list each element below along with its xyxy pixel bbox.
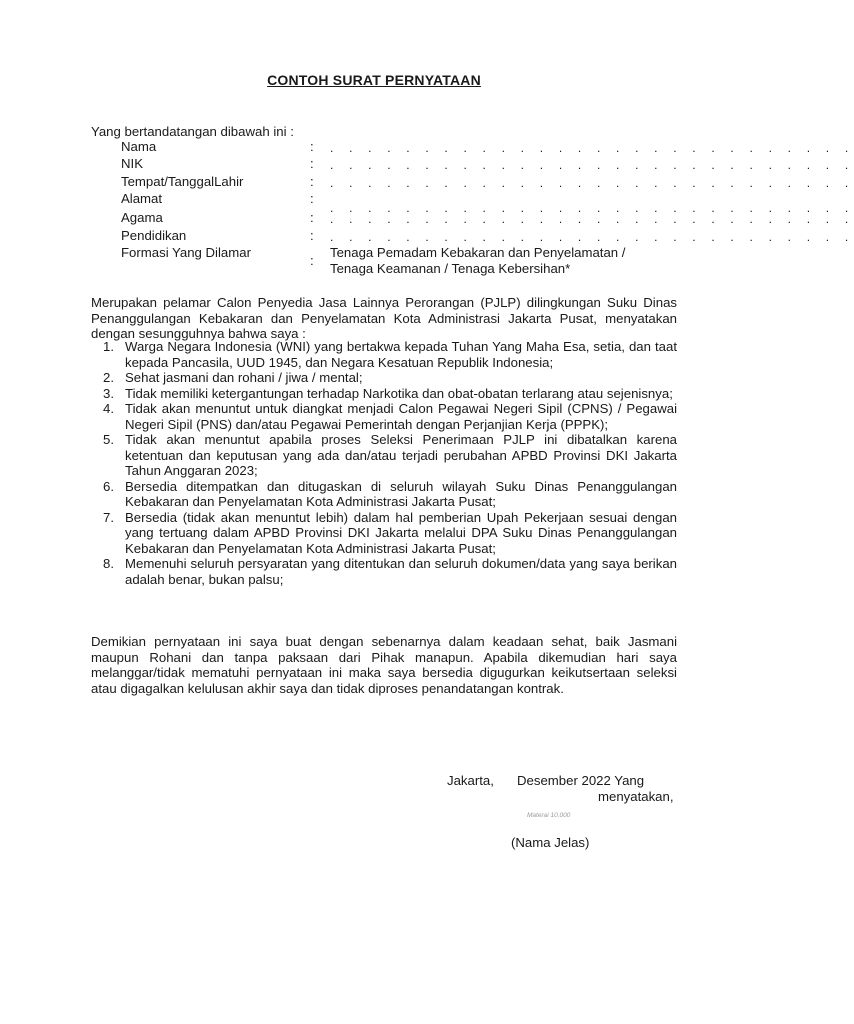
list-text: Tidak memiliki ketergantungan terhadap Narkotika dan obat-obatan terlarang atau sejenisnya; [125,385,673,401]
field-blank-dots: . . . . . . . . . . . . . . . . . . . . . . . . . . . . [330,141,854,155]
field-label: Formasi Yang Dilamar [121,245,251,260]
materai-stamp-note: Materai 10.000 [527,812,571,819]
field-blank-dots: . . . . . . . . . . . . . . . . . . . . . . . . . . . . [330,230,854,244]
list-number: 1. [103,339,114,354]
formasi-value [330,245,690,277]
field-row-agama [121,210,854,226]
list-number: 4. [103,401,114,416]
field-label: NIK [121,156,143,171]
field-colon: : [310,253,314,268]
list-text: Bersedia ditempatkan dan ditugaskan di seluruh wilayah Suku Dinas Penanggulangan Kebakaran dan Penyelamatan Kota Administrasi Jakarta Pusat; [125,478,677,509]
field-colon: : [310,210,314,225]
list-item [91,370,677,386]
list-item [91,556,677,587]
formasi-line-1: Tenaga Pemadam Kebakaran dan Penyelamatan / [330,245,626,260]
field-row-nik [121,156,854,172]
formasi-line-2: Tenaga Keamanan / Tenaga Kebersihan* [330,261,571,276]
list-number: 8. [103,556,114,571]
list-number: 2. [103,370,114,385]
list-text: Memenuhi seluruh persyaratan yang ditentukan dan seluruh dokumen/data yang saya berikan adalah benar, bukan palsu; [125,556,677,587]
signature-date: Desember 2022 Yang [517,773,645,788]
list-text: Tidak akan menuntut untuk diangkat menjadi Calon Pegawai Negeri Sipil (CPNS) / Pegawai Negeri Sipil (PNS) dan/atau Pegawai Pemerintah dengan Perjanjian Kerja (PPPK); [125,401,677,432]
field-label: Agama [121,210,163,225]
list-text: Sehat jasmani dan rohani / jiwa / mental; [125,370,363,385]
field-label: Alamat [121,191,163,206]
field-row-nama [121,139,854,155]
list-text: Tidak akan menuntut apabila proses Seleksi Penerimaan PJLP ini dibatalkan karena ketentuan dan keputusan yang ada dan/atau terjadi perubahan APBD Provinsi DKI Jakarta Tahun Anggaran 2023; [125,432,677,478]
closing-paragraph: Demikian pernyataan ini saya buat dengan sebenarnya dalam keadaan sehat, baik Jasmani maupun Rohani dan tanpa paksaan dari Pihak manapun. Apabila dikemudian hari saya melanggar/tidak mematuhi pernyataan ini maka saya bersedia digugurkan keikutsertaan seleksi atau digagalkan kelulusan akhir saya dan tidak diproses penandatangan kontrak. [91,634,677,696]
field-row-tempat-tanggal-lahir [121,174,854,190]
list-item [91,432,677,479]
field-row-alamat [121,191,854,215]
statement-list [91,339,677,587]
document-title: CONTOH SURAT PERNYATAAN [267,72,481,88]
signature-declare: menyatakan, [598,789,674,804]
list-text: Bersedia (tidak akan menuntut lebih) dalam hal pemberian Upah Pekerjaan sesuai dengan yang tertuang dalam APBD Provinsi DKI Jakarta melalui DPA Suku Dinas Penanggulangan Kebakaran dan Penyelamatan Kota Administrasi Jakarta Pusat; [125,509,677,556]
field-label: Pendidikan [121,228,187,243]
list-number: 3. [103,385,114,401]
list-item [91,339,677,370]
list-item [91,479,677,510]
field-blank-dots: . . . . . . . . . . . . . . . . . . . . . . . . . . . . [330,201,854,215]
field-blank-dots: . . . . . . . . . . . . . . . . . . . . . . . . . . . . [330,212,854,226]
field-colon: : [310,139,314,154]
list-item [91,510,677,557]
signature-city: Jakarta, [447,773,494,788]
list-number: 6. [103,478,114,494]
field-colon: : [310,228,314,243]
list-item [91,386,677,402]
list-item [91,401,677,432]
list-number: 5. [103,432,114,447]
field-row-formasi [121,245,691,279]
intro-text: Yang bertandatangan dibawah ini : [91,124,294,139]
field-colon: : [310,156,314,171]
statement-intro-paragraph: Merupakan pelamar Calon Penyedia Jasa Lainnya Perorangan (PJLP) dilingkungan Suku Dinas Penanggulangan Kebakaran dan Penyelamatan Kota Administrasi Jakarta Pusat, menyatakan dengan sesungguhnya bahwa saya : [91,295,677,341]
list-number: 7. [103,509,114,525]
field-colon: : [310,174,314,189]
field-label: Nama [121,139,157,154]
field-row-pendidikan [121,228,854,244]
field-label: Tempat/TanggalLahir [121,174,244,189]
list-text: Warga Negara Indonesia (WNI) yang bertakwa kepada Tuhan Yang Maha Esa, setia, dan taat kepada Pancasila, UUD 1945, dan Negara Kesatuan Republik Indonesia; [125,339,677,370]
field-blank-dots: . . . . . . . . . . . . . . . . . . . . . . . . . . . . [330,176,854,190]
field-blank-dots: . . . . . . . . . . . . . . . . . . . . . . . . . . . . [330,158,854,172]
signature-name-placeholder: (Nama Jelas) [511,835,590,850]
field-colon: : [310,191,314,206]
